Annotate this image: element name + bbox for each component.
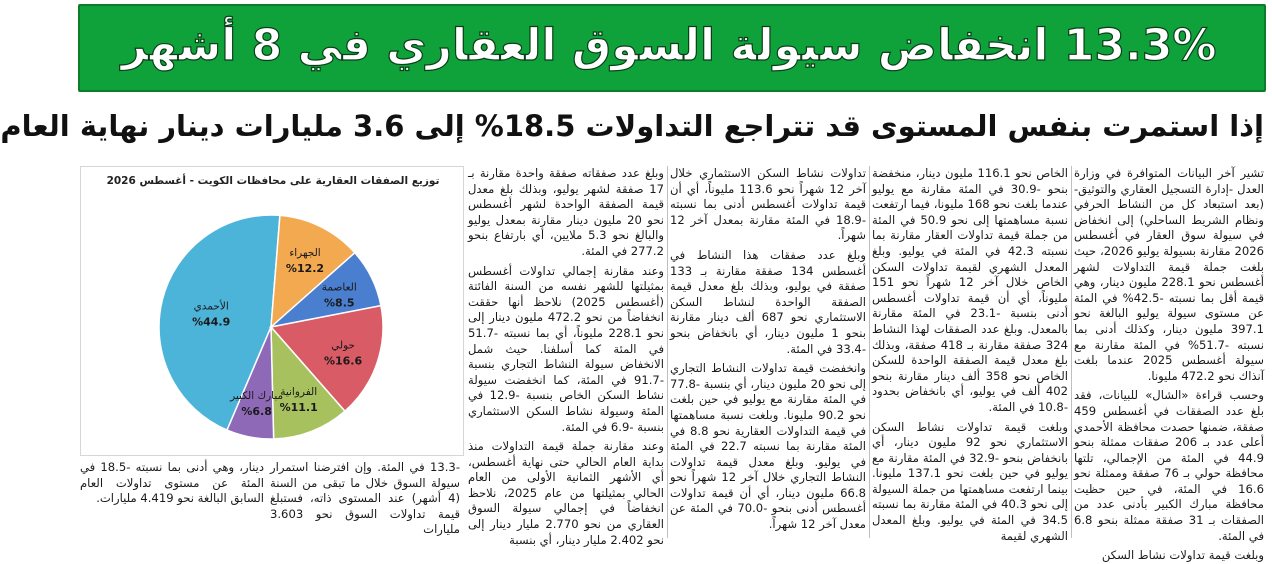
article-column-3 (670, 166, 866, 538)
headline: 13.3% انخفاض سيولة السوق العقاري في 8 أشهر (121, 20, 1217, 71)
pie-chart-panel (80, 166, 464, 456)
slice-value-label: %12.2 (285, 261, 325, 275)
paragraph: وعند مقارنة جملة قيمة التداولات منذ بداية العام الحالي حتى نهاية أغسطس، أي الأشهر الثمانية الأولى من العام الحالي بمثيلتها من عام 2025، نلاحظ انخفاضاً في إجمالي سيولة السوق العقاري من نحو 2.770 مليار دينار إلى نحو 2.402 مليار دينار، أي بنسبة (468, 439, 664, 547)
paragraph: تداولات نشاط السكن الاستثماري خلال آخر 12 شهراً نحو 113.6 مليوناً، أي أن قيمة تداولات أغسطس أدنى بما نسبته -18.9 في المئة مقارنة بمعدل آخر 12 شهراً. (670, 166, 866, 243)
slice-value-label: %16.6 (323, 354, 363, 368)
slice-label: الفروانية (280, 385, 318, 398)
column-divider (1071, 166, 1072, 538)
column-divider (667, 166, 668, 538)
slice-label: الجهراء (289, 246, 321, 259)
article-column-4 (468, 166, 665, 547)
paragraph: وبلغت قيمة تداولات نشاط السكن الاستثماري نحو 92 مليون دينار، أي بانخفاض بنحو -32.9 في المئة مقارنة مع يوليو في حين بلغت نحو 137.1 مليونا. بينما ارتفعت مساهمتها من جملة السيولة إلى نحو 40.3 في المئة مقارنة بما نسبته 34.5 في المئة في يوليو. وبلغ المعدل الشهري لقيمة (872, 419, 1069, 543)
article-column-2 (872, 166, 1069, 543)
paragraph: وعند مقارنة إجمالي تداولات أغسطس بمثيلتها للشهر نفسه من السنة الفائتة (أغسطس 2025) نلاحظ أنها حققت انخفاضاً من نحو 472.2 مليون دينار إلى نحو 228.1 مليوناً، أي بما نسبته -51.7 في المئة كما أسلفنا. حيث شمل الانخفاض سيولة النشاط التجاري بنسبة -91.7 في المئة، كما انخفضت سيولة نشاط السكن الخاص بنسبة -12.9 في المئة وسيولة نشاط السكن الاستثماري بنسبة -6.9 في المئة. (468, 263, 665, 434)
article-bottom-1: -13.3 في المئة. وإن افترضنا استمرار سيولة السوق خلال ما تبقى من السنة (4 أشهر) عند المستوى ذاته، فستبلغ قيمة تداولات السوق نحو 3.603 مليارات (270, 460, 460, 537)
slice-value-label: %44.9 (192, 315, 231, 329)
paragraph: وبلغت قيمة تداولات نشاط السكن (1101, 548, 1264, 563)
paragraph: وبلغ عدد صفقات هذا النشاط في أغسطس 134 صفقة مقارنة بـ 133 صفقة في يوليو، وبذلك بلغ معدل قيمة الصفقة الواحدة لنشاط السكن الاستثماري نحو 687 ألف دينار مقارنة بنحو 1 مليون دينار، أي بانخفاض بنحو -33.4 في المئة. (670, 247, 866, 356)
chart-title: توزيع الصفقات العقارية على محافظات الكويت - أغسطس 2026 (106, 175, 440, 187)
paragraph: وبلغ عدد صفقاته صفقة واحدة مقارنة بـ 17 صفقة لشهر يوليو، وبذلك بلغ معدل قيمة الصفقة الواحدة لشهر أغسطس نحو 20 مليون دينار مقارنة بمعدل يوليو والبالغ نحو 5.3 ملايين، أي بارتفاع بنحو 277.2 في المئة. (468, 166, 664, 258)
article-column-1 (1074, 166, 1265, 563)
slice-label: مبارك الكبير (230, 389, 284, 402)
slice-value-label: %6.8 (241, 404, 272, 418)
slice-label: الأحمدي (193, 300, 229, 313)
article-bottom-2: دينار، وهي أدنى بما نسبته -18.5 في المئة عن مستوى تداولات العام السابق البالغة نحو 4.419 مليارات. (80, 460, 264, 506)
paragraph: الخاص نحو 116.1 مليون دينار، منخفضة بنحو -30.9 في المئة مقارنة مع يوليو عندما بلغت نحو 168 مليونا، فيما ارتفعت نسبة مساهمتها إلى نحو 50.9 في المئة من جملة قيمة تداولات العقار مقارنة بما نسبته 42.3 في المئة في يوليو. وبلغ المعدل الشهري لقيمة تداولات السكن الخاص خلال آخر 12 شهراً نحو 151 مليوناً، أي أن قيمة تداولات أغسطس أدنى بنسبة -23.1 في المئة مقارنة بالمعدل. وبلغ عدد الصفقات لهذا النشاط 324 صفقة مقارنة بـ 418 صفقة، وبذلك بلغ معدل قيمة الصفقة الواحدة للسكن الخاص نحو 358 ألف دينار مقارنة بنحو 402 ألف في يوليو، أي بانخفاض بحدود -10.8 في المئة. (872, 166, 1069, 414)
paragraph: وحسب قراءة «الشال» للبيانات، فقد بلغ عدد الصفقات في أغسطس 459 صفقة، ضمنها حصدت محافظة الأحمدي أعلى عدد بـ 206 صفقات ممثلة بنحو 44.9 في المئة من الإجمالي، تلتها محافظة حولي بـ 76 صفقة وممثلة نحو 16.6 في المئة، في حين حظيت محافظة مبارك الكبير بأدنى عدد من الصفقات بـ 31 صفقة ممثلة بنحو 6.8 في المئة. (1074, 388, 1264, 543)
slice-value-label: %11.1 (279, 400, 318, 414)
slice-label: حولي (331, 339, 356, 352)
paragraph: وانخفضت قيمة تداولات النشاط التجاري إلى نحو 20 مليون دينار، أي بنسبة -77.8 في المئة مقارنة مع يوليو في حين بلغت نحو 90.2 مليونا. وبلغت نسبة مساهمتها في قيمة التداولات العقارية نحو 8.8 في المئة مقارنة بما نسبته 22.7 في المئة في يوليو. وبلغ معدل قيمة تداولات النشاط التجاري خلال آخر 12 شهراً نحو 66.8 مليون دينار، أي أن قيمة تداولات أغسطس أدنى بنحو -70.0 في المئة عن معدل آخر 12 شهراً. (670, 361, 867, 532)
subheadline: إذا استمرت بنفس المستوى قد تتراجع التداولات 18.5% إلى 3.6 مليارات دينار نهاية العام (0, 109, 1264, 143)
pie-chart (81, 167, 465, 457)
column-divider (869, 166, 870, 538)
headline-banner (78, 4, 1266, 92)
paragraph: تشير آخر البيانات المتوافرة في وزارة العدل -إدارة التسجيل العقاري والتوثيق- (بعد استبعاد كل من النشاط الحرفي ونظام الشريط الساحلي) إلى انخفاض في سيولة سوق العقار في أغسطس 2026 مقارنة بسيولة يوليو 2026، حيث بلغت جملة قيمة التداولات لشهر أغسطس نحو 228.1 مليون دينار، وهي قيمة أقل بما نسبته -42.5% في المئة عن مستوى سيولة يوليو البالغة نحو 397.1 مليون دينار، وكذلك أدنى بما نسبته -51.7% في المئة مقارنة مع سيولة أغسطس 2025 عندما بلغت آنذاك نحو 472.2 مليونا. (1074, 166, 1265, 383)
slice-value-label: %8.5 (324, 296, 355, 310)
slice-label: العاصمة (321, 281, 357, 294)
